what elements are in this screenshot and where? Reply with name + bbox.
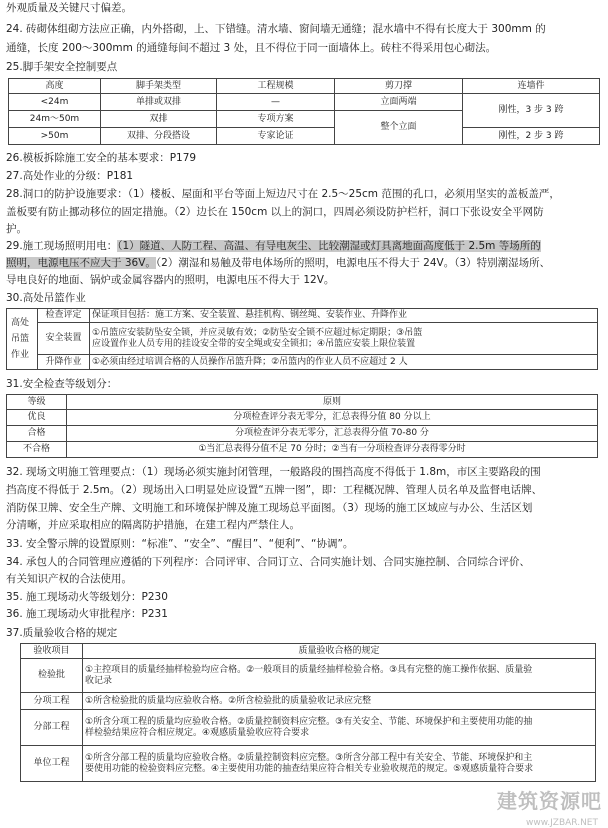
table-cell: 检查评定 bbox=[38, 309, 90, 323]
table-cell: 专家论证 bbox=[217, 128, 335, 145]
text-line: 盖板要有防止挪动移位的固定措施。（2）边长在 150cm 以上的洞口，四周必须设防护栏杆，洞口下张设安全平网防 bbox=[6, 206, 544, 218]
text-line bbox=[6, 240, 541, 253]
text-line: 36. 施工现场动火审批程序：P231 bbox=[6, 608, 168, 620]
highlighted-text: （1）隧道、人防工程、高温、有导电灰尘、比较潮湿或灯具离地面高度低于 2.5m 等场所的 bbox=[117, 240, 541, 252]
text-span: 应设置作业人员专用的挂设安全带的安全绳或安全锁扣；④吊篮应安装上限位装置 bbox=[92, 338, 416, 349]
table-cell: 安全装置 bbox=[38, 323, 90, 355]
text-span: ①所含分项工程的质量均应验收合格。②质量控制资料应完整。③有关安全、节能、环境保护和主要使用功能的抽 bbox=[85, 716, 533, 727]
text-line: 26.模板拆除施工安全的基本要求：P179 bbox=[6, 152, 197, 164]
grade-table bbox=[6, 394, 598, 458]
table-cell: — bbox=[217, 94, 335, 111]
section-heading: 30.高处吊篮作业 bbox=[6, 292, 86, 304]
table-cell: 分项检查评分表无零分，汇总表得分值 80 分以上 bbox=[67, 410, 598, 426]
table-cell: 专项方案 bbox=[217, 111, 335, 128]
table-cell: 刚性，3 步 3 跨 bbox=[463, 94, 600, 128]
table-cell: 双排、分段搭设 bbox=[101, 128, 217, 145]
table-cell: 合格 bbox=[7, 426, 67, 442]
table-cell: 刚性，2 步 3 跨 bbox=[463, 128, 600, 145]
text-line: 外观质量及关键尺寸偏差。 bbox=[6, 2, 132, 14]
watermark-url: www.JZBAR.NET bbox=[526, 818, 598, 828]
table-cell: ①必须由经过培训合格的人员操作吊篮升降；②吊篮内的作业人员不应超过 2 人 bbox=[90, 355, 598, 370]
table-cell: 保证项目包括：施工方案、安全装置、悬挂机构、钢丝绳、安装作业、升降作业 bbox=[90, 309, 598, 323]
text-line: 27.高处作业的分级：P181 bbox=[6, 170, 134, 182]
scaffold-table bbox=[8, 78, 600, 145]
table-cell: 分项检查评分表无零分，汇总表得分值 70-80 分 bbox=[67, 426, 598, 442]
text-span: 29.施工现场照明用电： bbox=[6, 240, 118, 252]
table-header: 连墙件 bbox=[463, 79, 600, 94]
text-span: 收记录 bbox=[85, 675, 113, 686]
table-header: 原则 bbox=[67, 395, 598, 410]
text-span: 要使用功能的检验资料应完整。④主要使用功能的抽查结果应符合相关专业验收规范的规定。⑤观感质量符合要求 bbox=[85, 763, 534, 774]
table-cell: ①当汇总表得分值不足 70 分时；②当有一分项检查评分表得零分时 bbox=[67, 442, 598, 458]
text-line: 护。 bbox=[6, 223, 27, 235]
table-header: 高度 bbox=[9, 79, 101, 94]
section-heading: 25.脚手架安全控制要点 bbox=[6, 61, 118, 73]
text-line: 33. 安全警示牌的设置原则：“标准”、“安全”、“醒目”、“便利”、“协调”。 bbox=[6, 538, 354, 550]
table-header: 工程规模 bbox=[217, 79, 335, 94]
text-line: 35. 施工现场动火等级划分：P230 bbox=[6, 591, 168, 603]
side-label: 高处吊篮作业 bbox=[10, 318, 29, 360]
text-line: 导电良好的地面、锅炉或金属容器内的照明，电源电压不得大于 12V。 bbox=[6, 274, 335, 286]
table-header: 验收项目 bbox=[21, 644, 83, 659]
table-cell bbox=[83, 746, 596, 782]
text-line: 28.洞口的防护设施要求：（1）楼板、屋面和平台等面上短边尺寸在 2.5～25cm 范围的孔口，必须用坚实的盖板盖严， bbox=[6, 188, 560, 200]
table-cell: 单位工程 bbox=[21, 746, 83, 782]
table-cell bbox=[7, 309, 38, 370]
text-span: 样检验结果应符合相应规定。④观感质量验收应符合要求 bbox=[85, 727, 310, 738]
table-cell: 优良 bbox=[7, 410, 67, 426]
table-cell bbox=[83, 659, 596, 693]
section-heading: 31.安全检查等级划分： bbox=[6, 378, 118, 390]
table-cell: 分项工程 bbox=[21, 693, 83, 710]
text-line: 有关知识产权的合法使用。 bbox=[6, 573, 132, 585]
text-span: ①主控项目的质量经抽样检验均应合格。②一般项目的质量经抽样检验合格。③具有完整的施工操作依据、质量验 bbox=[85, 664, 533, 675]
text-line: 消防保卫牌、安全生产牌、文明施工和环境保护牌及施工现场总平面图。（3）现场的施工区域应与办公、生活区划 bbox=[6, 502, 533, 514]
text-line: 34. 承包人的合同管理应遵循的下列程序：合同评审、合同订立、合同实施计划、合同实施控制、合同综合评价、 bbox=[6, 556, 531, 568]
text-line: 挡高度不得低于 2.5m。（2）现场出入口明显处应设置“五牌一图”，即：工程概况牌、管理人员名单及监督电话牌、 bbox=[6, 484, 543, 496]
table-cell: 升降作业 bbox=[38, 355, 90, 370]
table-cell: 检验批 bbox=[21, 659, 83, 693]
text-line bbox=[6, 257, 550, 270]
section-heading: 37.质量验收合格的规定 bbox=[6, 627, 118, 639]
text-span: ①吊篮应安装防坠安全锁，并应灵敏有效；②防坠安全锁不应超过标定期限；③吊篮 bbox=[92, 327, 423, 338]
table-header: 等级 bbox=[7, 395, 67, 410]
text-span: ①所含分部工程的质量均应验收合格。②质量控制资料应完整。③所含分部工程中有关安全、节能、环境保护和主 bbox=[85, 752, 533, 763]
text-line: 32. 现场文明施工管理要点：（1）现场必须实施封闭管理，一般路段的围挡高度不得低于 1.8m，市区主要路段的围 bbox=[6, 466, 541, 478]
table-cell bbox=[83, 710, 596, 746]
highlighted-text: 照明，电源电压不应大于 36V。 bbox=[6, 257, 156, 269]
table-cell: >50m bbox=[9, 128, 101, 145]
table-cell bbox=[90, 323, 598, 355]
table-cell: 整个立面 bbox=[335, 111, 463, 145]
basket-table bbox=[6, 308, 598, 370]
table-cell: 分部工程 bbox=[21, 710, 83, 746]
table-cell: 24m～50m bbox=[9, 111, 101, 128]
quality-table bbox=[20, 643, 596, 782]
text-line: 24. 砖砌体组砌方法应正确，内外搭砌，上、下错缝。清水墙、窗间墙无通缝；混水墙中不得有长度大于 300mm 的 bbox=[6, 23, 546, 35]
table-cell: 不合格 bbox=[7, 442, 67, 458]
table-cell: 单排或双排 bbox=[101, 94, 217, 111]
text-span: （2）潮湿和易触及带电体场所的照明，电源电压不得大于 24V。（3）特别潮湿场所、 bbox=[155, 257, 551, 269]
table-header: 质量验收合格的规定 bbox=[83, 644, 596, 659]
table-cell: 双排 bbox=[101, 111, 217, 128]
table-header: 剪刀撑 bbox=[335, 79, 463, 94]
text-line: 分清晰，并应采取相应的隔离防护措施，在建工程内严禁住人。 bbox=[6, 519, 300, 531]
table-header: 脚手架类型 bbox=[101, 79, 217, 94]
text-line: 通缝，长度 200～300mm 的通缝每间不超过 3 处，且不得位于同一面墙体上。砖柱不得采用包心砌法。 bbox=[6, 42, 497, 54]
table-cell: ①所含检验批的质量均应验收合格。②所含检验批的质量验收记录应完整 bbox=[83, 693, 596, 710]
table-cell: 立面两端 bbox=[335, 94, 463, 111]
table-cell: <24m bbox=[9, 94, 101, 111]
watermark-logo: 建筑资源吧 bbox=[497, 789, 602, 813]
